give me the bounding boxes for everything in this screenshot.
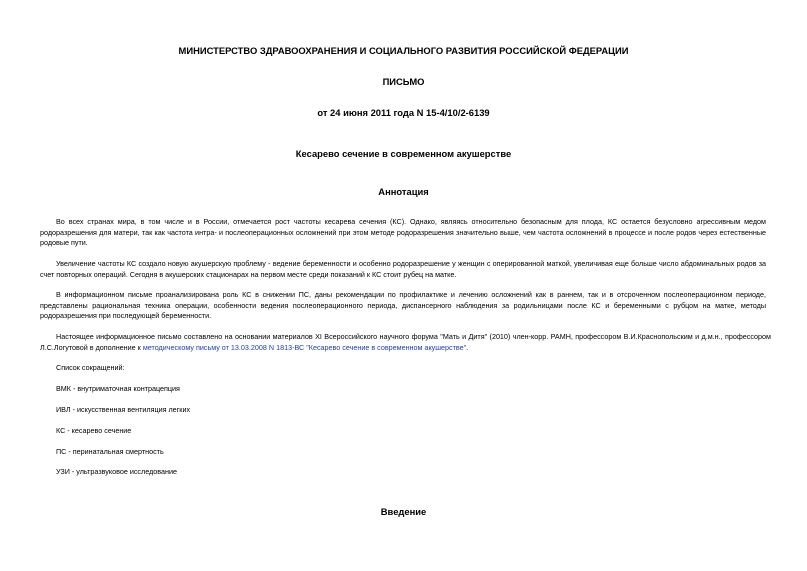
abbreviation-item: ИВЛ - искусственная вентиляция легких <box>56 405 191 414</box>
paragraph-4 <box>40 332 771 353</box>
document-type-heading: ПИСЬМО <box>382 76 425 87</box>
abbreviation-item: ПС - перинатальная смертность <box>56 447 164 456</box>
document-title: Кесарево сечение в современном акушерстве <box>295 148 512 159</box>
paragraph-4-end: . <box>466 342 469 352</box>
annotation-heading: Аннотация <box>378 186 429 197</box>
ministry-heading: МИНИСТЕРСТВО ЗДРАВООХРАНЕНИЯ И СОЦИАЛЬНОГО РАЗВИТИЯ РОССИЙСКОЙ ФЕДЕРАЦИИ <box>178 45 629 56</box>
abbreviations-heading: Список сокращений: <box>56 363 125 372</box>
abbreviation-item: ВМК - внутриматочная контрацепция <box>56 384 180 393</box>
paragraph-3: В информационном письме проанализирована роль КС в снижении ПС, даны рекомендации по профилактике и лечению осложнений как в раннем, так и в отсроченном послеоперационном периоде, представлены рациональная техника операции, особенности ведения послеоперационного периода, диспансерного наблюдения за родильницами после КС и беременными с рубцом на матке, методы родоразрешения при последующей беременности. <box>40 290 766 320</box>
paragraph-1: Во всех странах мира, в том числе и в России, отмечается рост частоты кесарева сечения (КС). Однако, являясь относительно безопасным для плода, КС остается безусловно агрессивным медом родоразрешения для матери, так как частота интра- и послеоперационных осложнений при этом методе родоразрешения значительно выше, чем частота осложнений в процессе и после родов через естественные родовые пути. <box>40 217 766 247</box>
abbreviation-item: УЗИ - ультразвуковое исследование <box>56 467 177 476</box>
paragraph-2: Увеличение частоты КС создало новую акушерскую проблему - ведение беременности и особенно родоразрешение у женщин с оперированной маткой, увеличивая еще больше число абдоминальных родов за счет повторных операций. Сегодня в акушерских стационарах на первом месте среди показаний к КС стоит рубец на матке. <box>40 259 766 279</box>
abbreviation-item: КС - кесарево сечение <box>56 426 132 435</box>
methodical-letter-link[interactable]: методическому письму от 13.03.2008 N 1813-ВС "Кесарево сечение в современном акушерстве" <box>142 342 467 352</box>
paragraph-4-text: Настоящее информационное письмо составлено на основании материалов XI Всероссийского научного форума "Мать и Дитя" (2010) член-корр. РАМН, профессором В.И.Краснопольским и д.м.н., профессором Л.С.Логутовой в дополнение к <box>40 332 771 352</box>
introduction-heading: Введение <box>380 506 427 517</box>
document-date-number: от 24 июня 2011 года N 15-4/10/2-6139 <box>317 107 490 118</box>
